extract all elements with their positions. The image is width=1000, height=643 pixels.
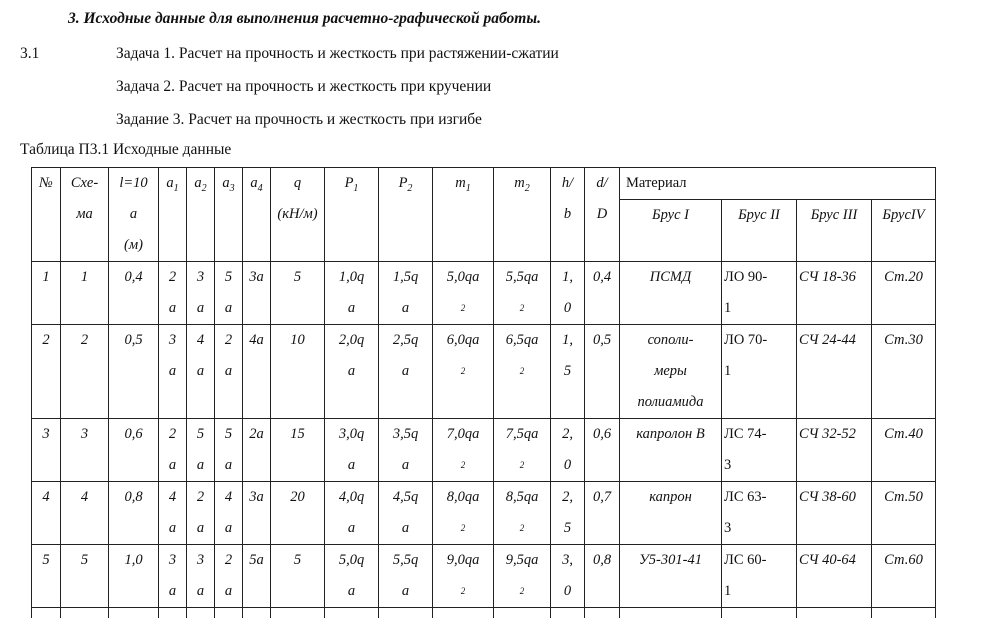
header-a2: $a_2$ xyxy=(187,168,215,262)
cell-brus1: ПСМД xyxy=(620,262,722,325)
cell-empty xyxy=(271,608,325,619)
cell-brus4: Ст.20 xyxy=(872,262,936,325)
cell-p1: 2,0q а xyxy=(325,325,379,419)
cell-m1: 6,0qa 2 xyxy=(433,325,494,419)
cell-dD: 0,6 xyxy=(585,419,620,482)
cell-hb: 1, 0 xyxy=(551,262,585,325)
cell-brus4: Ст.40 xyxy=(872,419,936,482)
cell-no: 3 xyxy=(32,419,61,482)
table-row xyxy=(32,262,936,325)
cell-brus3: СЧ 32-52 xyxy=(797,419,872,482)
cell-p2: 1,5q а xyxy=(379,262,433,325)
cell-brus3: СЧ 38-60 xyxy=(797,482,872,545)
header-a4: $a_4$ xyxy=(243,168,271,262)
cell-q: 20 xyxy=(271,482,325,545)
cell-no: 1 xyxy=(32,262,61,325)
table-continuation xyxy=(32,608,936,619)
header-no: № xyxy=(32,168,61,262)
header-q: q (кН/м) xyxy=(271,168,325,262)
cell-empty xyxy=(325,608,379,619)
cell-p2: 5,5q а xyxy=(379,545,433,608)
cell-a3: 5 а xyxy=(215,262,243,325)
task-3: Задание 3. Расчет на прочность и жесткость при изгибе xyxy=(116,111,482,128)
header-p2: $P_2$ xyxy=(379,168,433,262)
cell-empty xyxy=(620,608,722,619)
cell-p1: 1,0q а xyxy=(325,262,379,325)
header-m2: $m_2$ xyxy=(494,168,551,262)
header-row-1 xyxy=(32,168,936,200)
table-row xyxy=(32,325,936,419)
cell-brus3: СЧ 18-36 xyxy=(797,262,872,325)
header-dD: d/ D xyxy=(585,168,620,262)
cell-brus1: сополи- меры полиамида xyxy=(620,325,722,419)
task-2: Задача 2. Расчет на прочность и жесткость при кручении xyxy=(116,78,492,95)
cell-p2: 2,5q а xyxy=(379,325,433,419)
cell-a1: 3 а xyxy=(159,325,187,419)
cell-empty xyxy=(159,608,187,619)
cell-p2: 4,5q а xyxy=(379,482,433,545)
cell-q: 10 xyxy=(271,325,325,419)
cell-p2: 3,5q а xyxy=(379,419,433,482)
header-a1: $a_1$ xyxy=(159,168,187,262)
cell-brus3: СЧ 24-44 xyxy=(797,325,872,419)
header-brus-1: Брус I xyxy=(620,200,722,262)
section-number: 3.1 xyxy=(20,45,40,62)
cell-hb: 1, 5 xyxy=(551,325,585,419)
cell-a3: 5 а xyxy=(215,419,243,482)
cell-a2: 4 а xyxy=(187,325,215,419)
section-heading: 3. Исходные данные для выполнения расчетно-графической работы. xyxy=(68,10,541,27)
table-row xyxy=(32,545,936,608)
header-m1: $m_1$ xyxy=(433,168,494,262)
cell-a1: 2 а xyxy=(159,419,187,482)
cell-brus4: Ст.30 xyxy=(872,325,936,419)
header-p1: $P_1$ xyxy=(325,168,379,262)
header-l: l=10 а (м) xyxy=(109,168,159,262)
cell-p1: 4,0q а xyxy=(325,482,379,545)
cell-empty xyxy=(722,608,797,619)
cell-empty xyxy=(187,608,215,619)
cell-a2: 3 а xyxy=(187,545,215,608)
header-hb: h/ b xyxy=(551,168,585,262)
cell-a4: 3а xyxy=(243,482,271,545)
cell-m2: 8,5qa 2 xyxy=(494,482,551,545)
cell-empty xyxy=(872,608,936,619)
cell-dD: 0,7 xyxy=(585,482,620,545)
cell-l: 0,6 xyxy=(109,419,159,482)
cell-empty xyxy=(494,608,551,619)
cell-l: 0,8 xyxy=(109,482,159,545)
cell-a2: 3 а xyxy=(187,262,215,325)
cell-scheme: 5 xyxy=(61,545,109,608)
source-data-table xyxy=(31,167,936,618)
cell-brus2: ЛС 74- 3 xyxy=(722,419,797,482)
header-brus-4: БрусIV xyxy=(872,200,936,262)
cell-brus4: Ст.50 xyxy=(872,482,936,545)
cell-m1: 9,0qa 2 xyxy=(433,545,494,608)
task-1: Задача 1. Расчет на прочность и жесткость при растяжении-сжатии xyxy=(116,45,559,62)
cell-empty xyxy=(433,608,494,619)
cell-scheme: 3 xyxy=(61,419,109,482)
cell-a4: 2а xyxy=(243,419,271,482)
cell-m2: 9,5qa 2 xyxy=(494,545,551,608)
cell-brus1: капрон xyxy=(620,482,722,545)
cell-brus2: ЛС 60- 1 xyxy=(722,545,797,608)
cell-dD: 0,8 xyxy=(585,545,620,608)
cell-brus1: У5-301-41 xyxy=(620,545,722,608)
cell-a2: 2 а xyxy=(187,482,215,545)
cell-empty xyxy=(61,608,109,619)
header-brus-3: Брус III xyxy=(797,200,872,262)
cell-p1: 5,0q а xyxy=(325,545,379,608)
cell-empty xyxy=(585,608,620,619)
cell-m1: 7,0qa 2 xyxy=(433,419,494,482)
cell-m1: 5,0qa 2 xyxy=(433,262,494,325)
cell-a3: 2 а xyxy=(215,545,243,608)
cell-empty xyxy=(243,608,271,619)
cell-no: 4 xyxy=(32,482,61,545)
header-brus-2: Брус II xyxy=(722,200,797,262)
cell-a1: 4 а xyxy=(159,482,187,545)
cell-brus1: капролон В xyxy=(620,419,722,482)
cell-q: 5 xyxy=(271,262,325,325)
cell-m2: 6,5qa 2 xyxy=(494,325,551,419)
cell-m2: 7,5qa 2 xyxy=(494,419,551,482)
header-a3: $a_3$ xyxy=(215,168,243,262)
cell-scheme: 2 xyxy=(61,325,109,419)
cell-dD: 0,4 xyxy=(585,262,620,325)
cell-scheme: 1 xyxy=(61,262,109,325)
cell-empty xyxy=(109,608,159,619)
cell-p1: 3,0q а xyxy=(325,419,379,482)
cell-a4: 3а xyxy=(243,262,271,325)
cell-no: 2 xyxy=(32,325,61,419)
cell-no: 5 xyxy=(32,545,61,608)
cell-a3: 2 а xyxy=(215,325,243,419)
cell-q: 5 xyxy=(271,545,325,608)
cell-a3: 4 а xyxy=(215,482,243,545)
cell-a2: 5 а xyxy=(187,419,215,482)
header-scheme: Схе- ма xyxy=(61,168,109,262)
cell-l: 0,4 xyxy=(109,262,159,325)
cell-brus4: Ст.60 xyxy=(872,545,936,608)
table-row xyxy=(32,419,936,482)
cell-hb: 2, 0 xyxy=(551,419,585,482)
cell-a1: 2 а xyxy=(159,262,187,325)
cell-brus2: ЛО 70- 1 xyxy=(722,325,797,419)
cell-brus3: СЧ 40-64 xyxy=(797,545,872,608)
header-material: Материал xyxy=(620,168,936,200)
cell-scheme: 4 xyxy=(61,482,109,545)
cell-l: 1,0 xyxy=(109,545,159,608)
cell-dD: 0,5 xyxy=(585,325,620,419)
cell-a1: 3 а xyxy=(159,545,187,608)
cell-a4: 5а xyxy=(243,545,271,608)
cell-m1: 8,0qa 2 xyxy=(433,482,494,545)
cell-empty xyxy=(379,608,433,619)
cell-q: 15 xyxy=(271,419,325,482)
table-row xyxy=(32,482,936,545)
cell-brus2: ЛО 90- 1 xyxy=(722,262,797,325)
cell-hb: 3, 0 xyxy=(551,545,585,608)
cell-l: 0,5 xyxy=(109,325,159,419)
cell-empty xyxy=(32,608,61,619)
cell-brus2: ЛС 63- 3 xyxy=(722,482,797,545)
cell-empty xyxy=(797,608,872,619)
cell-hb: 2, 5 xyxy=(551,482,585,545)
cell-empty xyxy=(215,608,243,619)
cell-m2: 5,5qa 2 xyxy=(494,262,551,325)
cell-a4: 4а xyxy=(243,325,271,419)
table-caption: Таблица П3.1 Исходные данные xyxy=(20,141,232,158)
cell-empty xyxy=(551,608,585,619)
